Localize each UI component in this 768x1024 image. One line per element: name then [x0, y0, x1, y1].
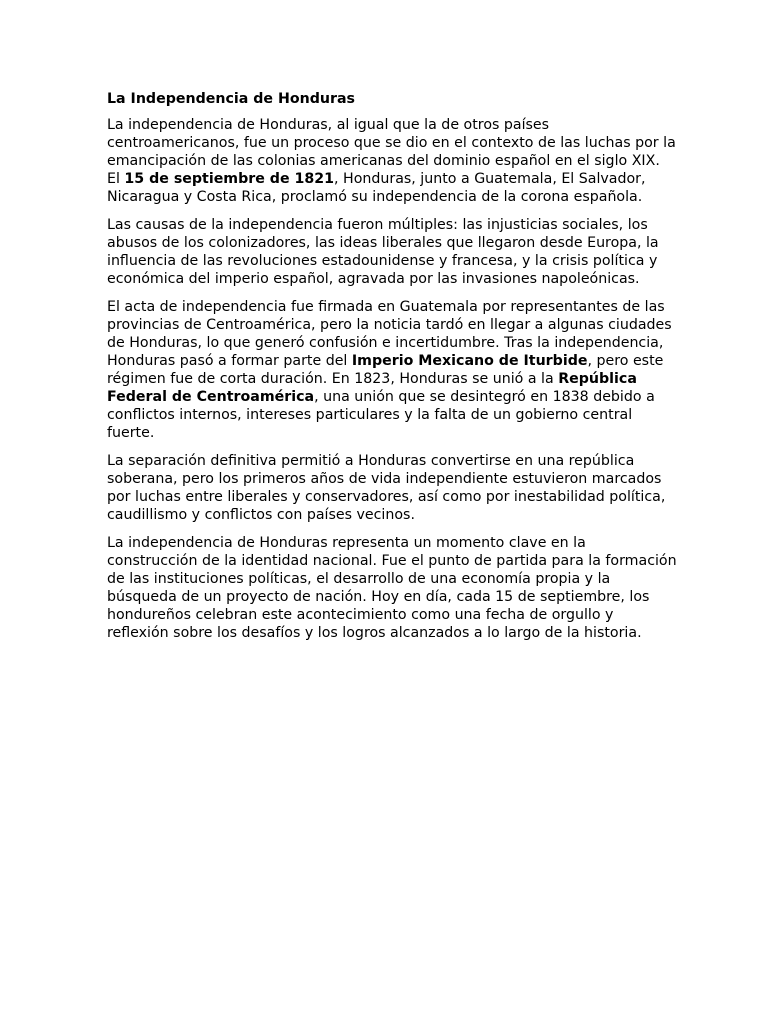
text-run: El: [107, 171, 125, 187]
text-line: [107, 134, 676, 152]
text-line: [107, 570, 667, 588]
text-run: provincias de Centroamérica, pero la noticia tardó en llegar a algunas ciudades: [107, 317, 672, 333]
paragraph: [107, 216, 667, 288]
text-run: El acta de independencia fue firmada en Guatemala por representantes de las: [107, 299, 665, 315]
text-line: [107, 216, 667, 234]
text-line: [107, 624, 667, 642]
text-run: de Honduras, lo que generó confusión e incertidumbre. Tras la independencia,: [107, 335, 664, 351]
text-run: reflexión sobre los desafíos y los logros alcanzados a lo largo de la historia.: [107, 625, 642, 641]
text-line: [107, 588, 667, 606]
bold-text: Imperio Mexicano de Iturbide: [351, 353, 588, 369]
text-run: emancipación de las colonias americanas del dominio español en el siglo XIX.: [107, 153, 660, 169]
text-run: conflictos internos, intereses particulares y la falta de un gobierno central: [107, 407, 633, 423]
text-line: [107, 352, 667, 370]
text-line: [107, 424, 667, 442]
text-line: [107, 488, 667, 506]
text-line: [107, 552, 677, 570]
bold-text: República: [558, 371, 637, 387]
text-run: influencia de las revoluciones estadounidense y francesa, y la crisis política y: [107, 253, 658, 269]
text-run: hondureños celebran este acontecimiento como una fecha de orgullo y: [107, 607, 614, 623]
text-line: [107, 152, 667, 170]
text-line: [107, 452, 667, 470]
paragraph: [107, 298, 672, 442]
text-line: [107, 534, 667, 552]
text-run: soberana, pero los primeros años de vida independiente estuvieron marcados: [107, 471, 662, 487]
text-line: [107, 406, 667, 424]
bold-text: 15 de septiembre de 1821: [124, 171, 335, 187]
text-line: [107, 170, 667, 188]
text-line: [107, 370, 667, 388]
text-run: , pero este: [587, 353, 664, 369]
paragraph: [107, 534, 677, 642]
text-run: de las instituciones políticas, el desarrollo de una economía propia y la: [107, 571, 611, 587]
text-line: [107, 188, 667, 206]
text-run: búsqueda de un proyecto de nación. Hoy en día, cada 15 de septiembre, los: [107, 589, 650, 605]
text-line: [107, 334, 667, 352]
text-line: [107, 116, 667, 134]
text-run: Nicaragua y Costa Rica, proclamó su independencia de la corona española.: [107, 189, 643, 205]
text-run: La independencia de Honduras representa un momento clave en la: [107, 535, 586, 551]
text-run: régimen fue de corta duración. En 1823, Honduras se unió a la: [107, 371, 559, 387]
text-line: [107, 606, 667, 624]
text-line: [107, 470, 667, 488]
text-run: fuerte.: [107, 425, 155, 441]
text-run: caudillismo y conflictos con países vecinos.: [107, 507, 415, 523]
bold-text: Federal de Centroamérica: [107, 389, 315, 405]
text-line: [107, 298, 667, 316]
text-run: , Honduras, junto a Guatemala, El Salvador,: [334, 171, 646, 187]
text-run: , una unión que se desintegró en 1838 debido a: [314, 389, 655, 405]
text-line: [107, 252, 667, 270]
text-run: económica del imperio español, agravada por las invasiones napoleónicas.: [107, 271, 640, 287]
text-line: [107, 234, 667, 252]
text-run: por luchas entre liberales y conservadores, así como por inestabilidad política,: [107, 489, 666, 505]
text-line: [107, 388, 667, 406]
text-run: centroamericanos, fue un proceso que se dio en el contexto de las luchas por la: [107, 135, 676, 151]
text-run: La independencia de Honduras, al igual que la de otros países: [107, 117, 550, 133]
text-line: [107, 506, 667, 524]
document-page: [107, 90, 677, 652]
text-run: construcción de la identidad nacional. Fue el punto de partida para la formación: [107, 553, 677, 569]
text-line: [107, 316, 672, 334]
paragraph: [107, 116, 676, 206]
text-run: Las causas de la independencia fueron múltiples: las injusticias sociales, los: [107, 217, 648, 233]
document-body: [107, 116, 677, 642]
text-run: La separación definitiva permitió a Honduras convertirse en una república: [107, 453, 635, 469]
text-run: Honduras pasó a formar parte del: [107, 353, 352, 369]
document-title: La Independencia de Honduras: [107, 91, 355, 107]
text-line: [107, 270, 667, 288]
paragraph: [107, 452, 667, 524]
text-run: abusos de los colonizadores, las ideas liberales que llegaron desde Europa, la: [107, 235, 659, 251]
